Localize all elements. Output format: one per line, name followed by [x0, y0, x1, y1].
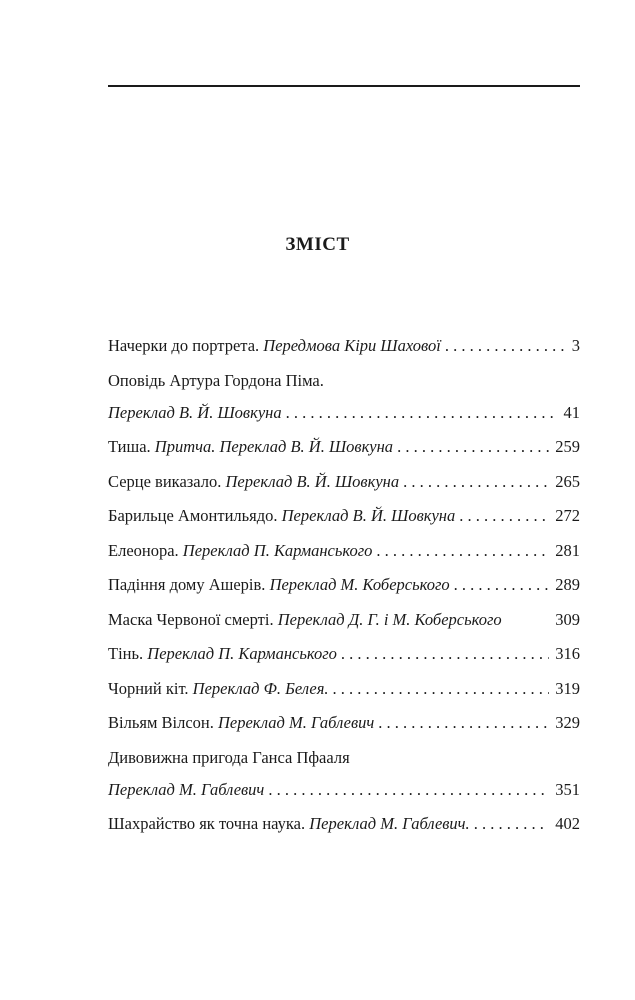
entry-title: Тиша. — [108, 437, 151, 456]
toc-entry[interactable] — [108, 679, 580, 699]
dot-leader — [459, 506, 549, 526]
entry-translator: Переклад П. Карманського — [182, 540, 373, 560]
entry-translator: Переклад В. Й. Шовкуна — [225, 471, 400, 491]
toc-entry[interactable] — [108, 437, 580, 457]
entry-translator: Переклад П. Карманського — [147, 644, 337, 663]
toc-entry[interactable] — [108, 371, 580, 423]
entry-title: Елеонора. — [108, 540, 179, 560]
entry-page-number: 402 — [555, 814, 580, 833]
entry-translator: Переклад М. Габлевич — [108, 779, 265, 799]
entry-translator: Переклад В. Й. Шовкуна — [281, 506, 456, 525]
table-of-contents — [108, 336, 580, 849]
entry-page-number: 3 — [571, 336, 580, 355]
entry-title: Вільям Вілсон. — [108, 713, 214, 732]
toc-entry[interactable] — [108, 748, 580, 800]
toc-entry[interactable] — [108, 713, 580, 733]
entry-page-number: 316 — [555, 644, 580, 663]
dot-leader — [403, 472, 549, 492]
dot-leader — [397, 437, 549, 457]
entry-page-number: 41 — [563, 402, 580, 422]
entry-page-number: 289 — [555, 575, 580, 594]
toc-entry[interactable] — [108, 575, 580, 595]
toc-entry[interactable] — [108, 336, 580, 356]
entry-title: Тінь. — [108, 644, 144, 663]
page-title: ЗМІСТ — [285, 234, 350, 255]
entry-page-number: 319 — [555, 678, 580, 698]
entry-title: Шахрайство як точна наука. — [108, 814, 306, 833]
entry-translator: Переклад М. Коберського — [269, 575, 450, 594]
entry-title: Чорний кіт. — [108, 678, 189, 698]
entry-translator: Притча. Переклад В. Й. Шовкуна — [154, 437, 394, 456]
dot-leader — [286, 403, 558, 423]
entry-title: Маска Червоної смерті. — [108, 609, 274, 629]
entry-translator: Переклад В. Й. Шовкуна — [108, 402, 282, 422]
entry-title: Барильце Амонтильядо. — [108, 506, 278, 525]
entry-page-number: 329 — [555, 713, 580, 732]
entry-page-number: 309 — [555, 609, 580, 629]
toc-entry[interactable] — [108, 814, 580, 834]
entry-title: Падіння дому Ашерів. — [108, 575, 266, 594]
top-rule — [108, 85, 580, 87]
dot-leader — [333, 679, 550, 699]
entry-page-number: 265 — [555, 471, 580, 491]
entry-title: Оповідь Артура Гордона Піма. — [108, 370, 324, 390]
toc-entry[interactable] — [108, 472, 580, 492]
dot-leader — [454, 575, 550, 595]
entry-page-number: 281 — [555, 540, 580, 560]
entry-translator: Переклад Д. Г. і М. Коберського — [277, 609, 502, 629]
entry-translator: Переклад М. Габлевич — [217, 713, 375, 732]
dot-leader — [376, 541, 549, 561]
toc-entry[interactable] — [108, 644, 580, 664]
entry-page-number: 259 — [555, 437, 580, 456]
entry-translator: Передмова Кіри Шахової — [263, 336, 441, 355]
dot-leader — [341, 644, 549, 664]
entry-page-number: 272 — [555, 506, 580, 525]
entry-title: Начерки до портрета. — [108, 336, 260, 355]
entry-page-number: 351 — [555, 779, 580, 799]
dot-leader — [268, 780, 549, 800]
dot-leader — [445, 336, 566, 356]
toc-entry[interactable] — [108, 541, 580, 561]
toc-entry[interactable] — [108, 610, 580, 630]
toc-entry[interactable] — [108, 506, 580, 526]
dot-leader — [378, 713, 549, 733]
entry-translator: Переклад М. Габлевич. — [309, 814, 470, 833]
dot-leader — [474, 814, 550, 834]
entry-title: Дивовижна пригода Ганса Пфааля — [108, 747, 350, 767]
entry-title: Серце виказало. — [108, 471, 222, 491]
entry-translator: Переклад Ф. Белея. — [192, 678, 329, 698]
